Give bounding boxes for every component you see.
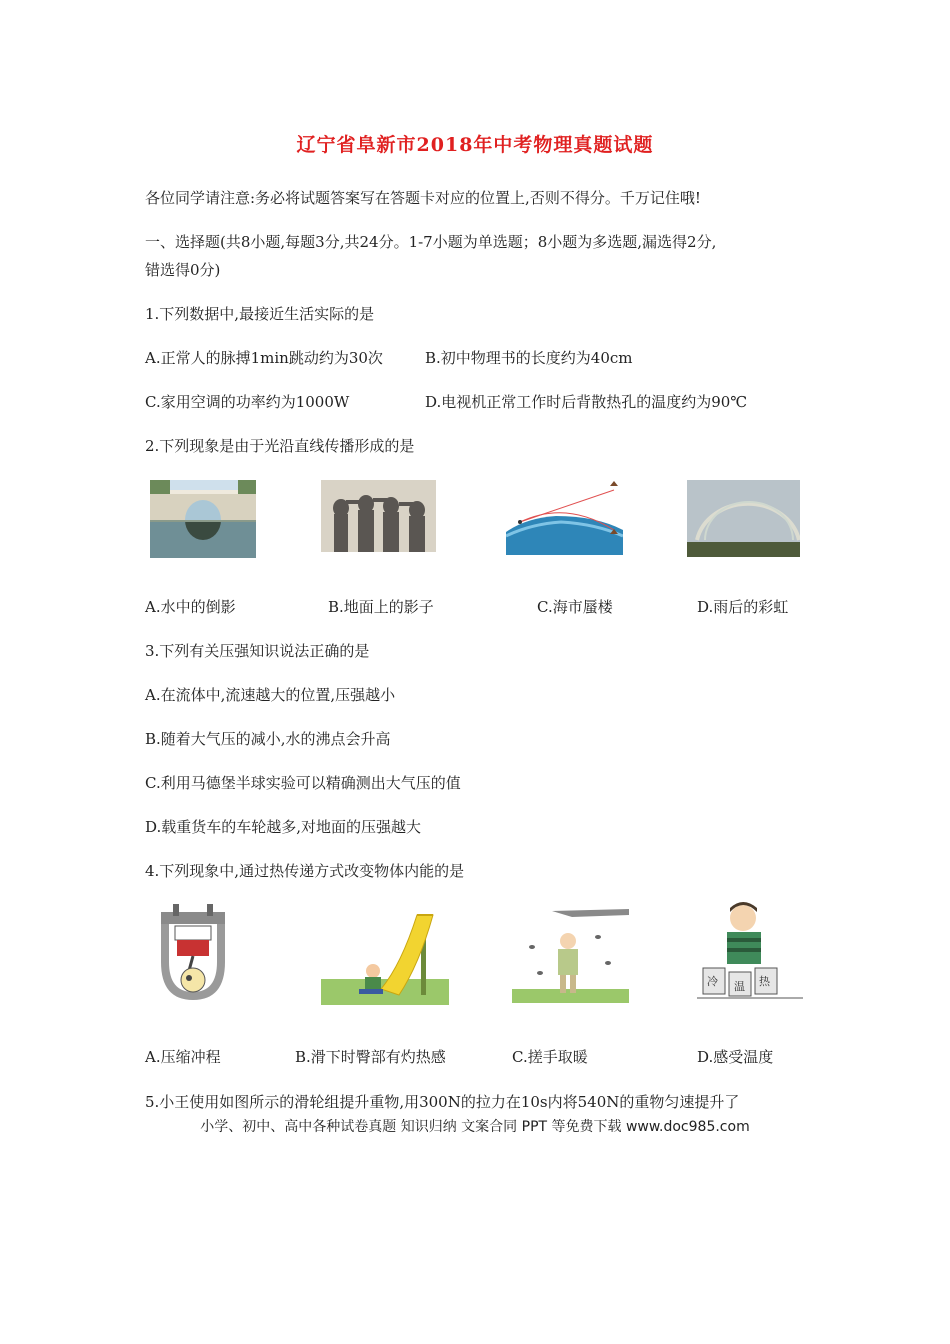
question-1-option-d: D.电视机正常工作时后背散热孔的温度约为90℃ bbox=[425, 393, 748, 411]
footer-text: 小学、初中、高中各种试卷真题 知识归纳 文案合同 PPT 等免费下载 www.doc985.com bbox=[200, 1119, 750, 1135]
question-4-option-a: A.压缩冲程 bbox=[145, 1048, 221, 1066]
question-1-option-a: A.正常人的脉搏1min跳动约为30次 bbox=[145, 349, 383, 367]
question-3-option-b: B.随着大气压的减小,水的沸点会升高 bbox=[145, 730, 391, 748]
section-heading-line2: 错选得0分) bbox=[145, 261, 221, 279]
question-2-option-c: C.海市蜃楼 bbox=[537, 598, 613, 616]
question-1-stem: 1.下列数据中,最接近生活实际的是 bbox=[145, 305, 375, 323]
question-2-option-d: D.雨后的彩虹 bbox=[697, 598, 789, 616]
question-2-option-a: A.水中的倒影 bbox=[145, 598, 236, 616]
section-heading-line1: 一、选择题(共8小题,每题3分,共24分。1-7小题为单选题；8小题为多选题,漏选得2分, bbox=[145, 233, 717, 251]
question-3-stem: 3.下列有关压强知识说法正确的是 bbox=[145, 642, 370, 660]
question-4-option-d: D.感受温度 bbox=[697, 1048, 774, 1066]
page-title: 辽宁省阜新市2018年中考物理真题试题 bbox=[296, 134, 654, 156]
question-4-option-c: C.搓手取暖 bbox=[512, 1048, 588, 1066]
notice-text: 各位同学请注意:务必将试题答案写在答题卡对应的位置上,否则不得分。千万记住哦! bbox=[145, 189, 701, 207]
question-5-stem: 5.小王使用如图所示的滑轮组提升重物,用300N的拉力在10s内将540N的重物匀速提升了 bbox=[145, 1093, 740, 1111]
mirage-diagram-image bbox=[506, 480, 623, 555]
engine-compression-stroke-image bbox=[153, 900, 233, 1004]
feel-temperature-image bbox=[697, 898, 803, 1004]
question-3-option-c: C.利用马德堡半球实验可以精确测出大气压的值 bbox=[145, 774, 461, 792]
question-2-option-b: B.地面上的影子 bbox=[328, 598, 434, 616]
question-1-option-b: B.初中物理书的长度约为40cm bbox=[425, 349, 633, 367]
question-2-stem: 2.下列现象是由于光沿直线传播形成的是 bbox=[145, 437, 415, 455]
bucket-label-warm: 温 bbox=[734, 980, 745, 993]
bridge-reflection-image bbox=[150, 480, 256, 558]
slide-image bbox=[321, 905, 449, 1005]
shadows-on-ground-image bbox=[321, 480, 436, 552]
question-4-option-b: B.滑下时臀部有灼热感 bbox=[295, 1048, 446, 1066]
question-3-option-a: A.在流体中,流速越大的位置,压强越小 bbox=[145, 686, 396, 704]
bucket-label-cold: 冷 bbox=[707, 975, 718, 988]
question-3-option-d: D.载重货车的车轮越多,对地面的压强越大 bbox=[145, 818, 422, 836]
bucket-label-hot: 热 bbox=[759, 975, 770, 988]
rubbing-hands-image bbox=[512, 907, 629, 1003]
rainbow-image bbox=[687, 480, 800, 557]
question-4-stem: 4.下列现象中,通过热传递方式改变物体内能的是 bbox=[145, 862, 465, 880]
question-1-option-c: C.家用空调的功率约为1000W bbox=[145, 393, 350, 411]
